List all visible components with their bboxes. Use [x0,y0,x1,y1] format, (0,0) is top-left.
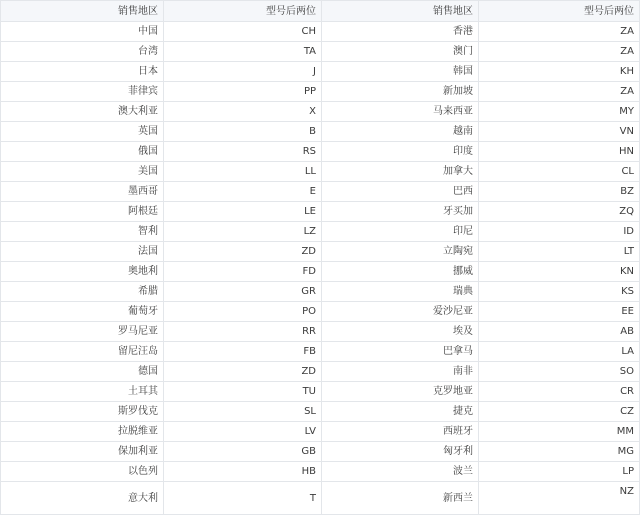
cell-region-right: 西班牙 [322,422,479,442]
cell-code-right: MY [479,102,640,122]
cell-region-left: 中国 [1,22,164,42]
cell-region-left: 斯罗伐克 [1,402,164,422]
table-row [1,402,640,422]
cell-code-left: FD [164,262,322,282]
cell-code-right: ZA [479,82,640,102]
table-row [1,22,640,42]
table-row [1,222,640,242]
cell-code-left: ZD [164,362,322,382]
cell-code-right: LP [479,462,640,482]
cell-region-right: 印度 [322,142,479,162]
table-row [1,162,640,182]
table-row [1,362,640,382]
table-body [1,1,640,515]
table-row [1,42,640,62]
table-row [1,282,640,302]
table-row [1,422,640,442]
cell-region-right: 爱沙尼亚 [322,302,479,322]
cell-region-right: 捷克 [322,402,479,422]
cell-region-left: 留尼汪岛 [1,342,164,362]
cell-region-right: 加拿大 [322,162,479,182]
table-row [1,322,640,342]
cell-code-right: KN [479,262,640,282]
header-code-right: 型号后两位 [479,1,640,22]
cell-region-right: 印尼 [322,222,479,242]
cell-region-left: 日本 [1,62,164,82]
cell-region-left: 意大利 [1,482,164,515]
cell-code-left: HB [164,462,322,482]
cell-region-left: 奥地利 [1,262,164,282]
table-row [1,202,640,222]
cell-code-right: LA [479,342,640,362]
cell-region-right: 越南 [322,122,479,142]
cell-region-right: 牙买加 [322,202,479,222]
cell-code-left: FB [164,342,322,362]
header-region-left: 销售地区 [1,1,164,22]
cell-code-right: MG [479,442,640,462]
cell-code-left: LZ [164,222,322,242]
cell-region-left: 法国 [1,242,164,262]
table-row [1,142,640,162]
table-row [1,342,640,362]
cell-code-right: ZA [479,22,640,42]
cell-region-left: 德国 [1,362,164,382]
cell-code-right: HN [479,142,640,162]
cell-code-left: LV [164,422,322,442]
cell-region-right: 马来西亚 [322,102,479,122]
cell-code-left: TA [164,42,322,62]
cell-code-right: CZ [479,402,640,422]
cell-region-left: 罗马尼亚 [1,322,164,342]
cell-region-left: 阿根廷 [1,202,164,222]
cell-code-left: GB [164,442,322,462]
cell-region-right: 南非 [322,362,479,382]
cell-region-left: 俄国 [1,142,164,162]
cell-code-left: LL [164,162,322,182]
cell-region-right: 克罗地亚 [322,382,479,402]
cell-code-right: CR [479,382,640,402]
table-row [1,382,640,402]
cell-code-right: CL [479,162,640,182]
cell-region-right: 挪威 [322,262,479,282]
cell-code-right: EE [479,302,640,322]
cell-code-left: B [164,122,322,142]
cell-region-left: 台湾 [1,42,164,62]
cell-region-right: 新加坡 [322,82,479,102]
cell-code-left: PO [164,302,322,322]
cell-region-left: 菲律宾 [1,82,164,102]
cell-code-right: LT [479,242,640,262]
cell-code-right: KH [479,62,640,82]
cell-code-right: VN [479,122,640,142]
cell-code-left: RR [164,322,322,342]
cell-region-left: 拉脱维亚 [1,422,164,442]
cell-code-left: T [164,482,322,515]
cell-code-left: E [164,182,322,202]
table-row [1,482,640,515]
cell-code-left: J [164,62,322,82]
cell-code-left: SL [164,402,322,422]
cell-code-left: X [164,102,322,122]
cell-region-right: 瑞典 [322,282,479,302]
cell-region-left: 葡萄牙 [1,302,164,322]
cell-code-left: ZD [164,242,322,262]
table-row [1,262,640,282]
cell-region-right: 新西兰 [322,482,479,515]
cell-code-left: RS [164,142,322,162]
table-row [1,102,640,122]
cell-code-right: NZ [479,482,640,515]
table-row [1,82,640,102]
cell-region-left: 土耳其 [1,382,164,402]
table-row [1,182,640,202]
cell-region-right: 立陶宛 [322,242,479,262]
cell-region-left: 希腊 [1,282,164,302]
cell-region-left: 以色列 [1,462,164,482]
cell-region-right: 香港 [322,22,479,42]
cell-region-right: 匈牙利 [322,442,479,462]
cell-code-right: MM [479,422,640,442]
cell-region-left: 美国 [1,162,164,182]
table-row [1,122,640,142]
table-row [1,442,640,462]
cell-region-right: 巴拿马 [322,342,479,362]
cell-region-right: 波兰 [322,462,479,482]
cell-region-right: 埃及 [322,322,479,342]
cell-code-left: PP [164,82,322,102]
cell-region-left: 保加利亚 [1,442,164,462]
table-row [1,462,640,482]
cell-region-left: 英国 [1,122,164,142]
table-row [1,62,640,82]
cell-region-right: 韩国 [322,62,479,82]
cell-code-right: ZA [479,42,640,62]
header-region-right: 销售地区 [322,1,479,22]
cell-code-left: GR [164,282,322,302]
cell-region-left: 澳大利亚 [1,102,164,122]
cell-code-right: AB [479,322,640,342]
cell-code-left: LE [164,202,322,222]
cell-code-left: TU [164,382,322,402]
cell-region-left: 墨西哥 [1,182,164,202]
cell-region-left: 智利 [1,222,164,242]
cell-code-right: SO [479,362,640,382]
cell-code-right: KS [479,282,640,302]
table-row [1,242,640,262]
cell-code-right: ID [479,222,640,242]
cell-region-right: 巴西 [322,182,479,202]
cell-region-right: 澳门 [322,42,479,62]
header-code-left: 型号后两位 [164,1,322,22]
table-row [1,302,640,322]
cell-code-left: CH [164,22,322,42]
cell-code-right: BZ [479,182,640,202]
cell-code-right: ZQ [479,202,640,222]
table-header-row [1,1,640,22]
